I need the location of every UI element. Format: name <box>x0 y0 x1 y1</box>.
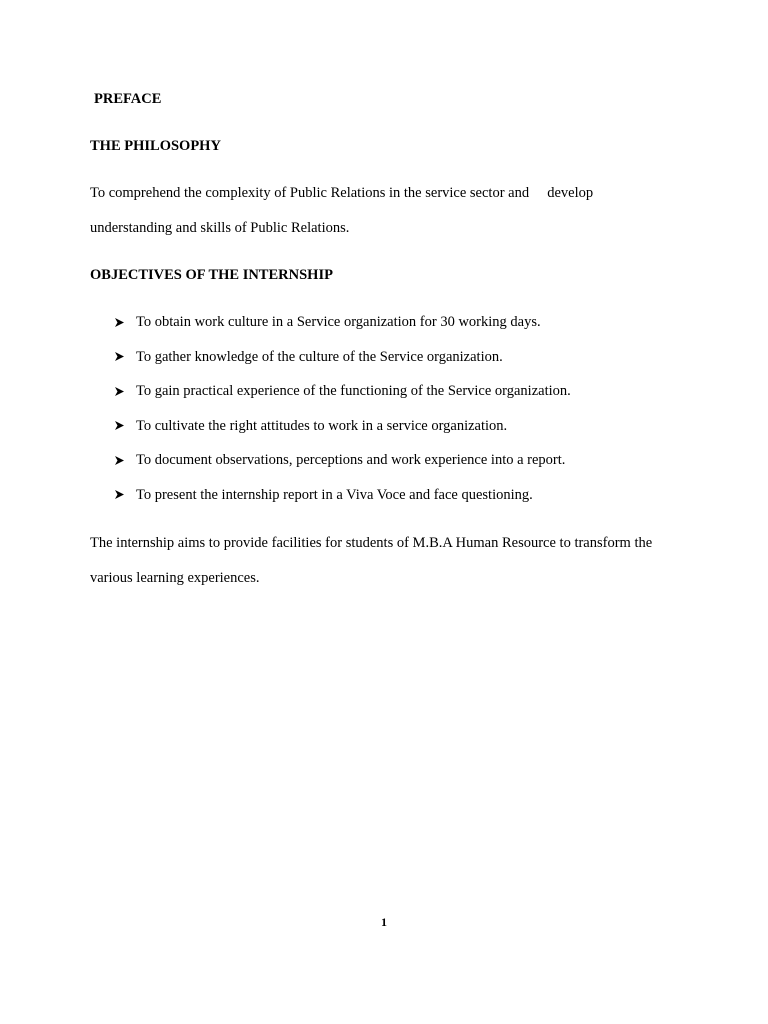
arrowhead-bullet-icon <box>114 420 136 431</box>
objective-item <box>114 451 571 469</box>
philosophy-heading: THE PHILOSOPHY <box>90 138 221 154</box>
objective-item <box>114 348 571 366</box>
objective-item <box>114 417 571 435</box>
objective-text: To gather knowledge of the culture of the Service organization. <box>136 348 503 365</box>
objective-text: To gain practical experience of the functioning of the Service organization. <box>136 383 571 400</box>
arrowhead-bullet-icon <box>114 489 136 500</box>
arrowhead-bullet-icon <box>114 351 136 362</box>
page-number: 1 <box>381 915 387 929</box>
preface-heading: PREFACE <box>94 91 162 107</box>
objective-text: To obtain work culture in a Service organization for 30 working days. <box>136 314 541 330</box>
arrowhead-bullet-icon <box>114 317 136 328</box>
objective-text: To document observations, perceptions and work experience into a report. <box>136 452 566 469</box>
arrowhead-bullet-icon <box>114 455 136 466</box>
philosophy-text-line-1: To comprehend the complexity of Public Relations in the service sector and develop <box>90 185 594 201</box>
objectives-list <box>114 313 571 521</box>
objective-text: To cultivate the right attitudes to work in a service organization. <box>136 417 508 434</box>
objective-text: To present the internship report in a Viva Voce and face questioning. <box>136 486 533 503</box>
closing-text-line-2: various learning experiences. <box>90 570 260 586</box>
objective-item <box>114 313 571 331</box>
objective-item <box>114 382 571 400</box>
objectives-heading: OBJECTIVES OF THE INTERNSHIP <box>90 267 333 283</box>
arrowhead-bullet-icon <box>114 386 136 397</box>
objective-item <box>114 486 571 504</box>
closing-text-line-1: The internship aims to provide facilities for students of M.B.A Human Resource to transform the <box>90 535 653 551</box>
philosophy-text-line-2: understanding and skills of Public Relations. <box>90 220 350 236</box>
